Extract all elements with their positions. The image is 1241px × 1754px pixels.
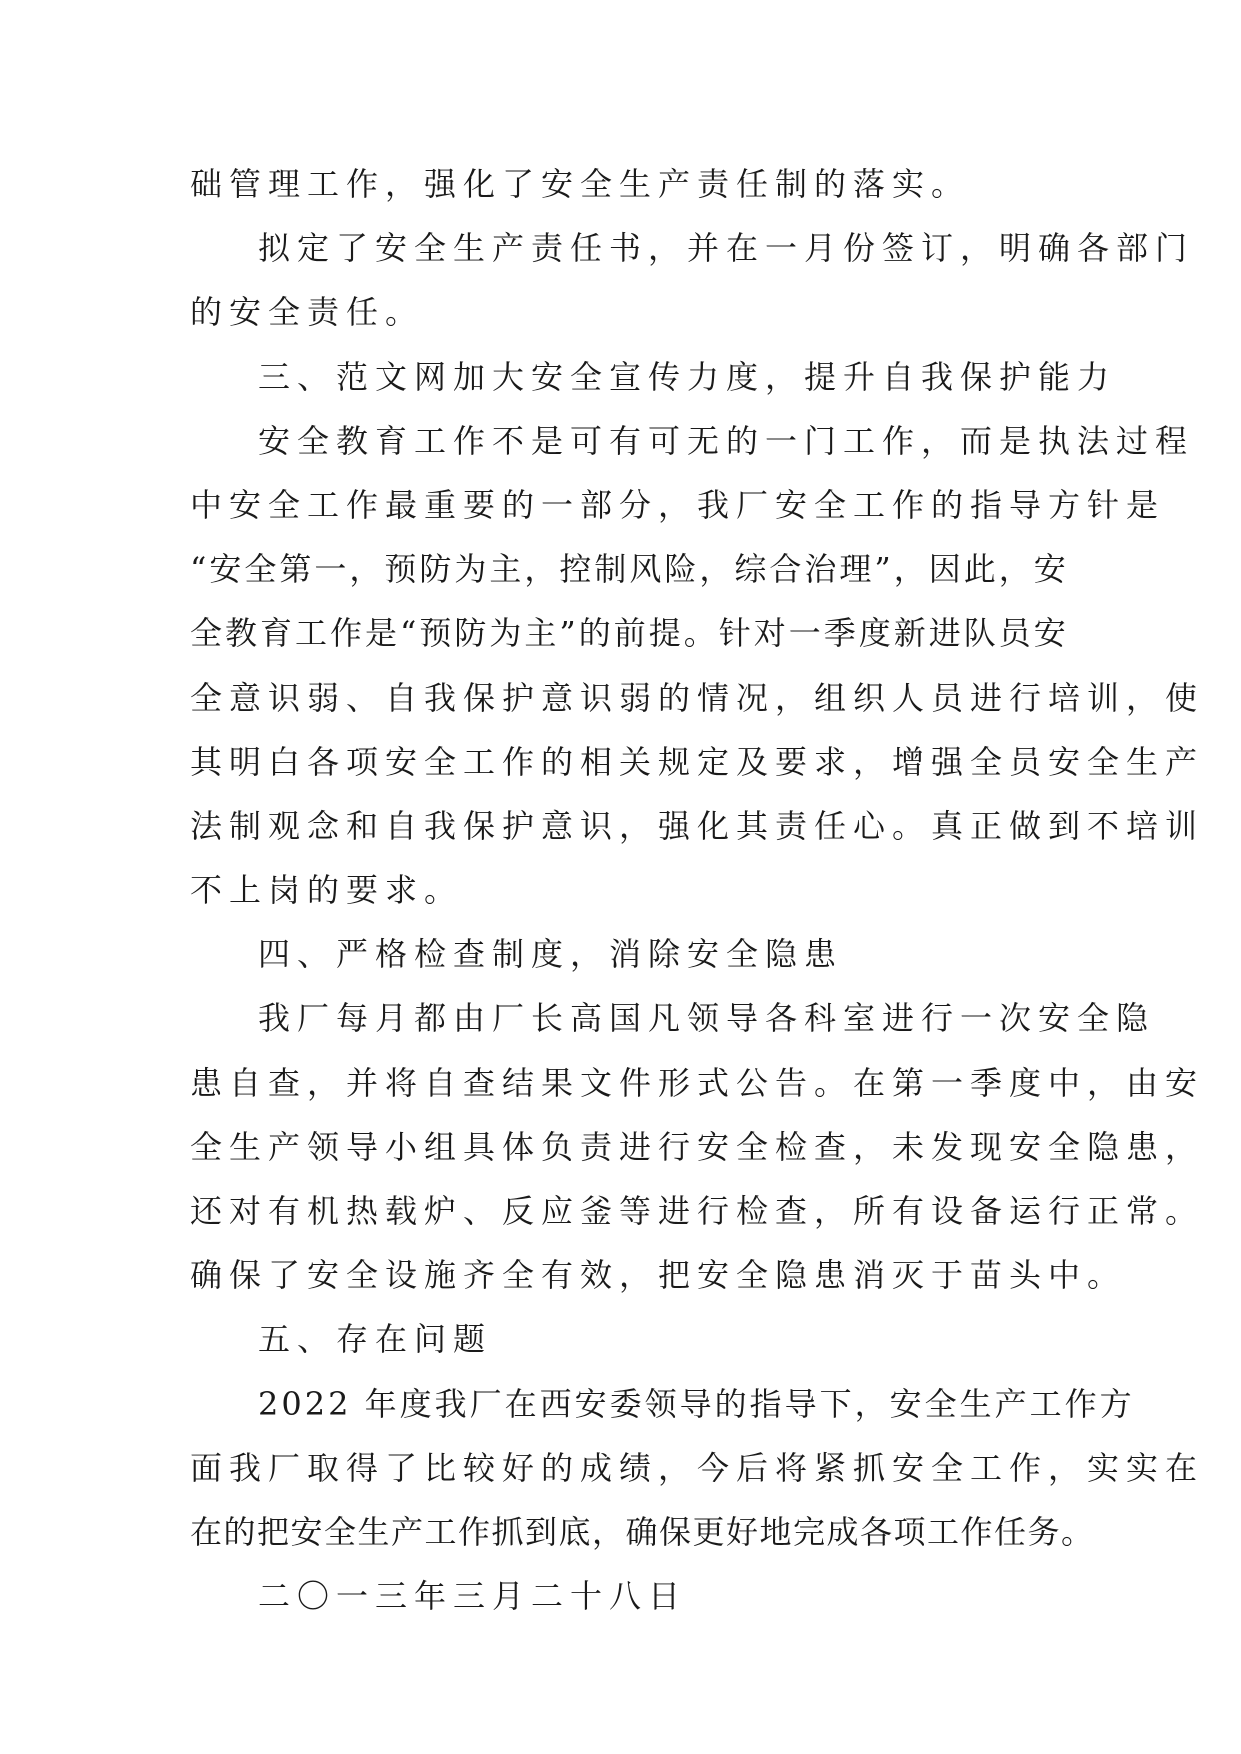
paragraph-line: 面我厂取得了比较好的成绩，今后将紧抓安全工作，实实在: [190, 1448, 1205, 1487]
paragraph-line: 在的把安全生产工作抓到底，确保更好地完成各项工作任务。: [190, 1512, 1095, 1551]
paragraph-line: “安全第一，预防为主，控制风险，综合治理”，因此，安: [190, 550, 1069, 589]
paragraph-line: 不上岗的要求。: [190, 871, 464, 910]
date-line: 二〇一三年三月二十八日: [258, 1577, 688, 1616]
paragraph-line: 确保了安全设施齐全有效，把安全隐患消灭于苗头中。: [190, 1256, 1127, 1295]
paragraph-line: 安全教育工作不是可有可无的一门工作，而是执法过程: [258, 421, 1195, 460]
paragraph-line: 患自查，并将自查结果文件形式公告。在第一季度中，由安: [190, 1063, 1205, 1102]
section-heading: 五、存在问题: [258, 1320, 493, 1359]
paragraph-line: 拟定了安全生产责任书，并在一月份签订，明确各部门: [258, 229, 1195, 268]
paragraph-line: 础管理工作，强化了安全生产责任制的落实。: [190, 165, 971, 203]
paragraph-line: 其明白各项安全工作的相关规定及要求，增强全员安全生产: [190, 742, 1205, 781]
paragraph-line: 法制观念和自我保护意识，强化其责任心。真正做到不培训: [190, 806, 1205, 845]
paragraph-line: 还对有机热载炉、反应釜等进行检查，所有设备运行正常。: [190, 1192, 1205, 1230]
section-heading: 四、严格检查制度，消除安全隐患: [258, 935, 844, 974]
paragraph-line: 全意识弱、自我保护意识弱的情况，组织人员进行培训，使: [190, 678, 1205, 717]
paragraph-line: 的安全责任。: [190, 293, 425, 332]
document-body: [190, 152, 1205, 1628]
paragraph-line: 我厂每月都由厂长高国凡领导各科室进行一次安全隐: [258, 999, 1156, 1038]
paragraph-line: 2022 年度我厂在西安委领导的指导下，安全生产工作方: [258, 1384, 1135, 1423]
paragraph-line: 全生产领导小组具体负责进行安全检查，未发现安全隐患，: [190, 1127, 1205, 1166]
paragraph-line: 全教育工作是“预防为主”的前提。针对一季度新进队员安: [190, 614, 1069, 653]
section-heading: 三、范文网加大安全宣传力度，提升自我保护能力: [258, 357, 1117, 396]
paragraph-line: 中安全工作最重要的一部分，我厂安全工作的指导方针是: [190, 485, 1166, 524]
